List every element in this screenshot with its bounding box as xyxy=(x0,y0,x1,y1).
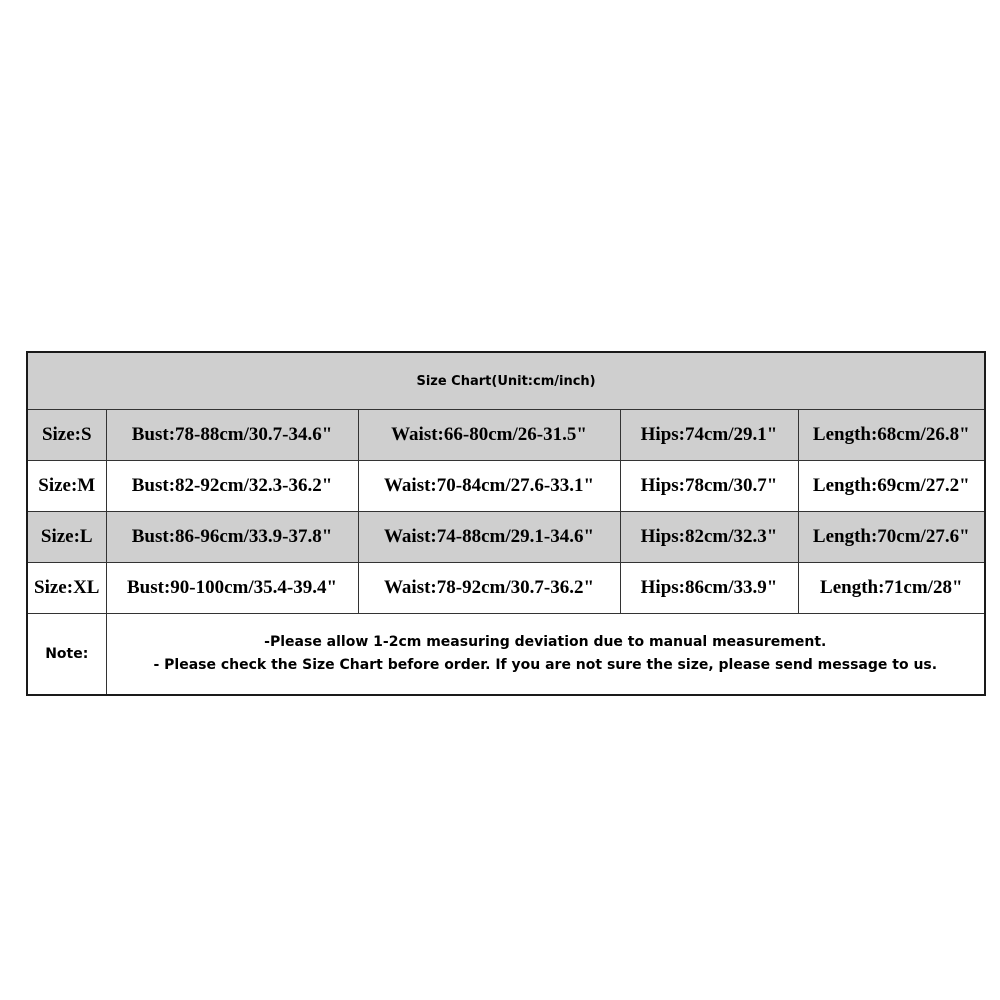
length-cell: Length:69cm/27.2" xyxy=(798,461,985,512)
note-line: - Please check the Size Chart before order. If you are not sure the size, please send message to us. xyxy=(153,657,938,673)
note-label: Note: xyxy=(27,614,106,696)
length-cell: Length:71cm/28" xyxy=(798,563,985,614)
title-row xyxy=(27,352,985,410)
waist-cell: Waist:70-84cm/27.6-33.1" xyxy=(358,461,620,512)
note-line: -Please allow 1-2cm measuring deviation due to manual measurement. xyxy=(264,634,827,650)
length-cell: Length:68cm/26.8" xyxy=(798,410,985,461)
waist-cell: Waist:66-80cm/26-31.5" xyxy=(358,410,620,461)
waist-cell: Waist:74-88cm/29.1-34.6" xyxy=(358,512,620,563)
size-cell: Size:M xyxy=(27,461,106,512)
note-row xyxy=(27,614,985,696)
size-cell: Size:XL xyxy=(27,563,106,614)
table-row xyxy=(27,410,985,461)
hips-cell: Hips:78cm/30.7" xyxy=(620,461,798,512)
size-cell: Size:S xyxy=(27,410,106,461)
size-chart-title: Size Chart(Unit:cm/inch) xyxy=(27,352,985,410)
hips-cell: Hips:82cm/32.3" xyxy=(620,512,798,563)
bust-cell: Bust:90-100cm/35.4-39.4" xyxy=(106,563,358,614)
table-row xyxy=(27,563,985,614)
table-row xyxy=(27,461,985,512)
length-cell: Length:70cm/27.6" xyxy=(798,512,985,563)
note-text xyxy=(106,614,985,696)
table-row xyxy=(27,512,985,563)
bust-cell: Bust:86-96cm/33.9-37.8" xyxy=(106,512,358,563)
bust-cell: Bust:78-88cm/30.7-34.6" xyxy=(106,410,358,461)
hips-cell: Hips:86cm/33.9" xyxy=(620,563,798,614)
waist-cell: Waist:78-92cm/30.7-36.2" xyxy=(358,563,620,614)
size-chart-table xyxy=(26,351,986,696)
bust-cell: Bust:82-92cm/32.3-36.2" xyxy=(106,461,358,512)
size-cell: Size:L xyxy=(27,512,106,563)
hips-cell: Hips:74cm/29.1" xyxy=(620,410,798,461)
